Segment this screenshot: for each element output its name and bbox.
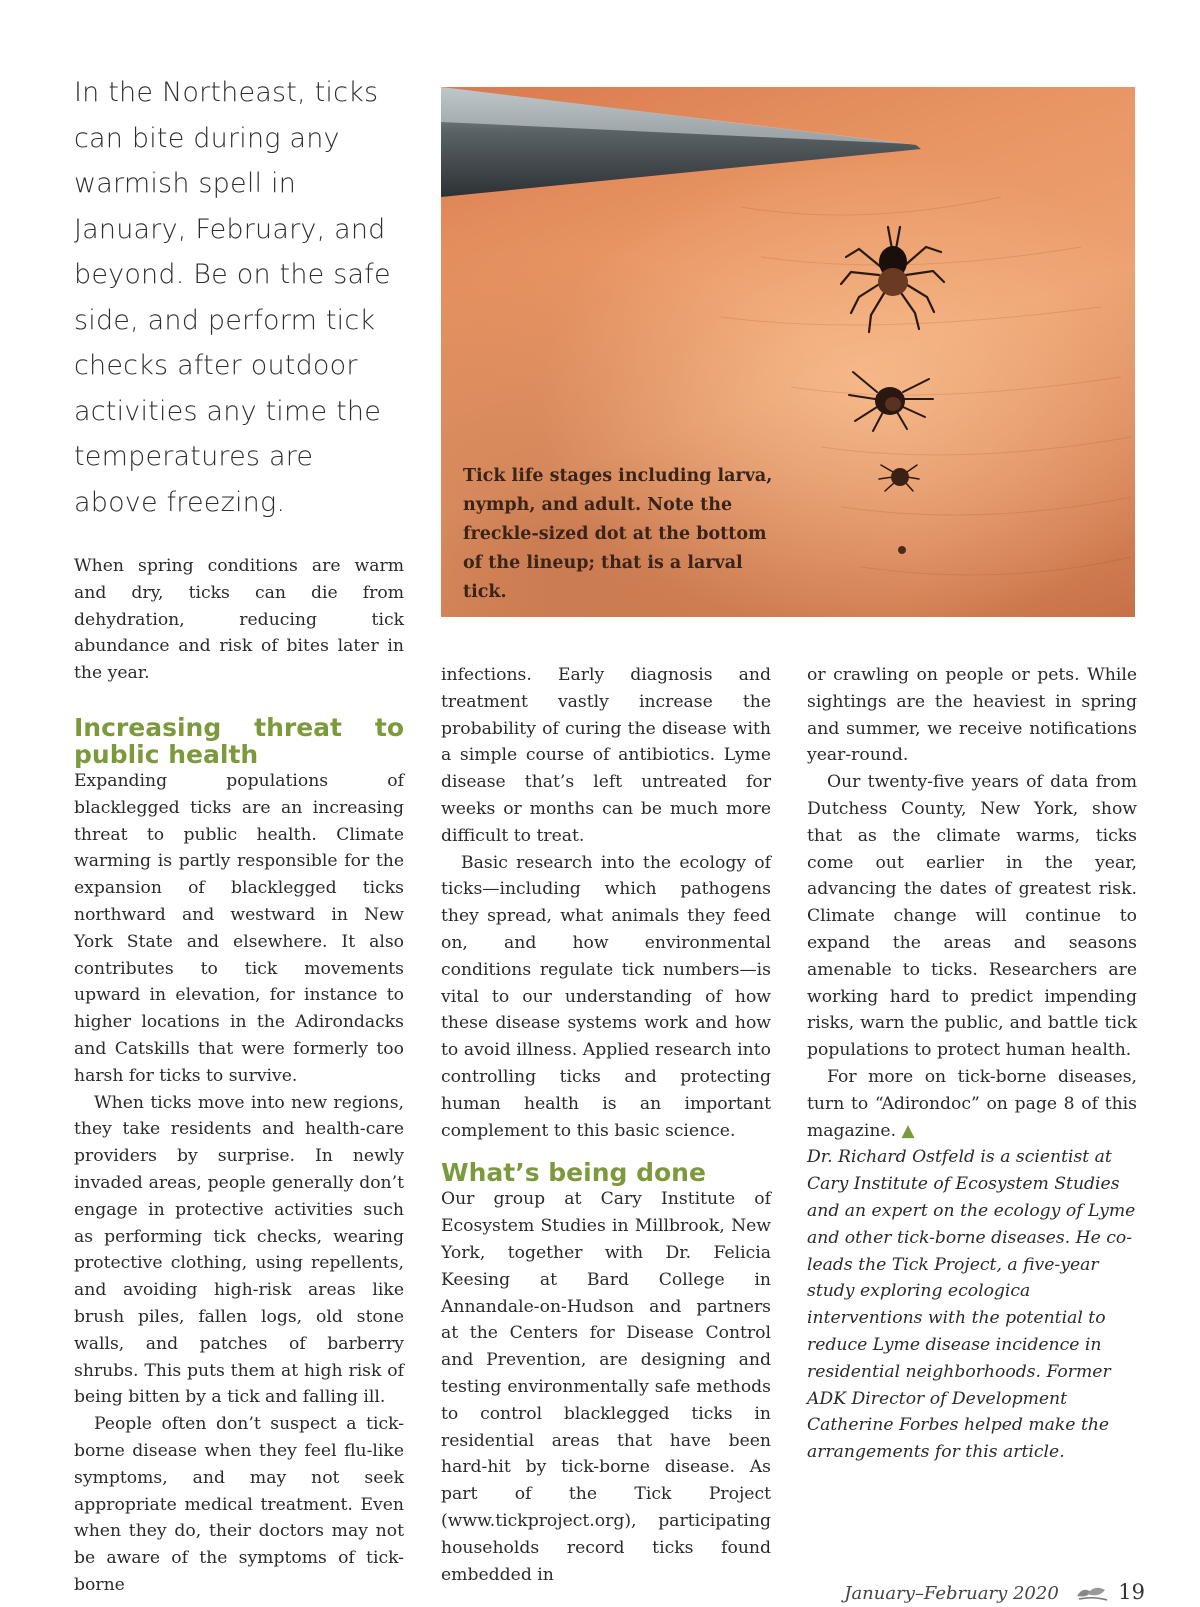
pull-quote: In the Northeast, ticks can bite during any warmish spell in January, February, and beyond. Be on the safe side, and perform tick checks after outdoor activities any time the temperatures are above freezing. xyxy=(74,77,391,518)
paragraph: infections. Early diagnosis and treatment vastly increase the probability of curing the disease with a simple course of antibiotics. Lyme disease that’s left untreated for weeks or months can be much more difficult to treat. xyxy=(441,665,771,846)
paragraph: Expanding populations of blacklegged ticks are an increasing threat to public health. Climate warming is partly responsible for the expansion of blacklegged ticks northward and westward in New York State and elsewhere. It also contributes to tick movements upward in elevation, for instance to higher locations in the Adirondacks and Catskills that were formerly too harsh for ticks to survive. xyxy=(74,770,404,1086)
photo-caption: Tick life stages including larva, nymph, and adult. Note the freckle-sized dot at the bottom of the lineup; that is a larval tick. xyxy=(463,466,773,602)
page-number: 19 xyxy=(1118,1580,1145,1604)
column-2 xyxy=(441,662,771,1588)
section-heading-whats-being-done: What’s being done xyxy=(441,1158,706,1188)
section-heading-threat: Increasing threat to public health xyxy=(74,712,404,769)
author-bio: Dr. Richard Ostfeld is a scientist at Cary Institute of Ecosystem Studies and an expert on the ecology of Lyme and other tick-borne diseases. He co-leads the Tick Project, a five-year study exploring ecologica interventions with the potential to reduce Lyme disease incidence in residential neighborhoods. Former ADK Director of Development Catherine Forbes helped make the arrangements for this article. xyxy=(807,1147,1136,1463)
paragraph: Our group at Cary Institute of Ecosystem Studies in Millbrook, New York, together with Dr. Felicia Keesing at Bard College in Annandale-on-Hudson and partners at the Centers for Disease Control and Prevention, are designing and testing environmentally safe methods to control blacklegged ticks in residential areas that have been hard-hit by tick-borne disease. As part of the Tick Project (www.tickproject.org), participating households record ticks found embedded in xyxy=(441,1189,771,1585)
paragraph: People often don’t suspect a tick-borne disease when they feel flu-like symptoms, and may not seek appropriate medical treatment. Even when they do, their doctors may not be aware of the symptoms of tick-borne xyxy=(74,1414,404,1595)
column-3 xyxy=(807,662,1137,1466)
intro-paragraph: When spring conditions are warm and dry, ticks can die from dehydration, reducing tick abundance and risk of bites later in the year. xyxy=(74,556,404,684)
column-1 xyxy=(74,553,404,1599)
closing-text: For more on tick-borne diseases, turn to “Adirondoc” on page 8 of this magazine. xyxy=(807,1066,1137,1141)
paragraph: When ticks move into new regions, they take residents and health-care providers by surprise. In newly invaded areas, people generally don’t engage in protective activities such as performing tick checks, wearing protective clothing, using repellents, and avoiding high-risk areas like brush piles, fallen logs, old stone walls, and patches of barberry shrubs. This puts them at high risk of being bitten by a tick and falling ill. xyxy=(74,1092,404,1408)
paragraph: Our twenty-five years of data from Dutchess County, New York, show that as the climate warms, ticks come out earlier in the year, advancing the dates of greatest risk. Climate change will continue to expand the areas and seasons amenable to ticks. Researchers are working hard to predict impending risks, warn the public, and battle tick populations to protect human health. xyxy=(807,772,1137,1061)
paragraph xyxy=(807,1064,1137,1144)
paragraph: or crawling on people or pets. While sightings are the heaviest in spring and summer, we receive notifications year-round. xyxy=(807,665,1137,766)
larva-tick xyxy=(898,546,906,554)
issue-date: January–February 2020 xyxy=(844,1583,1059,1604)
paragraph: Basic research into the ecology of ticks—including which pathogens they spread, what animals they feed on, and how environmental conditions regulate tick numbers—is vital to our understanding of how these disease systems work and how to avoid illness. Applied research into controlling ticks and protecting human health is an important complement to this basic science. xyxy=(441,852,771,1141)
tick-photo xyxy=(441,87,1135,617)
page-footer xyxy=(800,1580,1145,1607)
leaf-logo-icon xyxy=(1075,1584,1109,1607)
end-mark-icon: ▲ xyxy=(901,1120,915,1141)
